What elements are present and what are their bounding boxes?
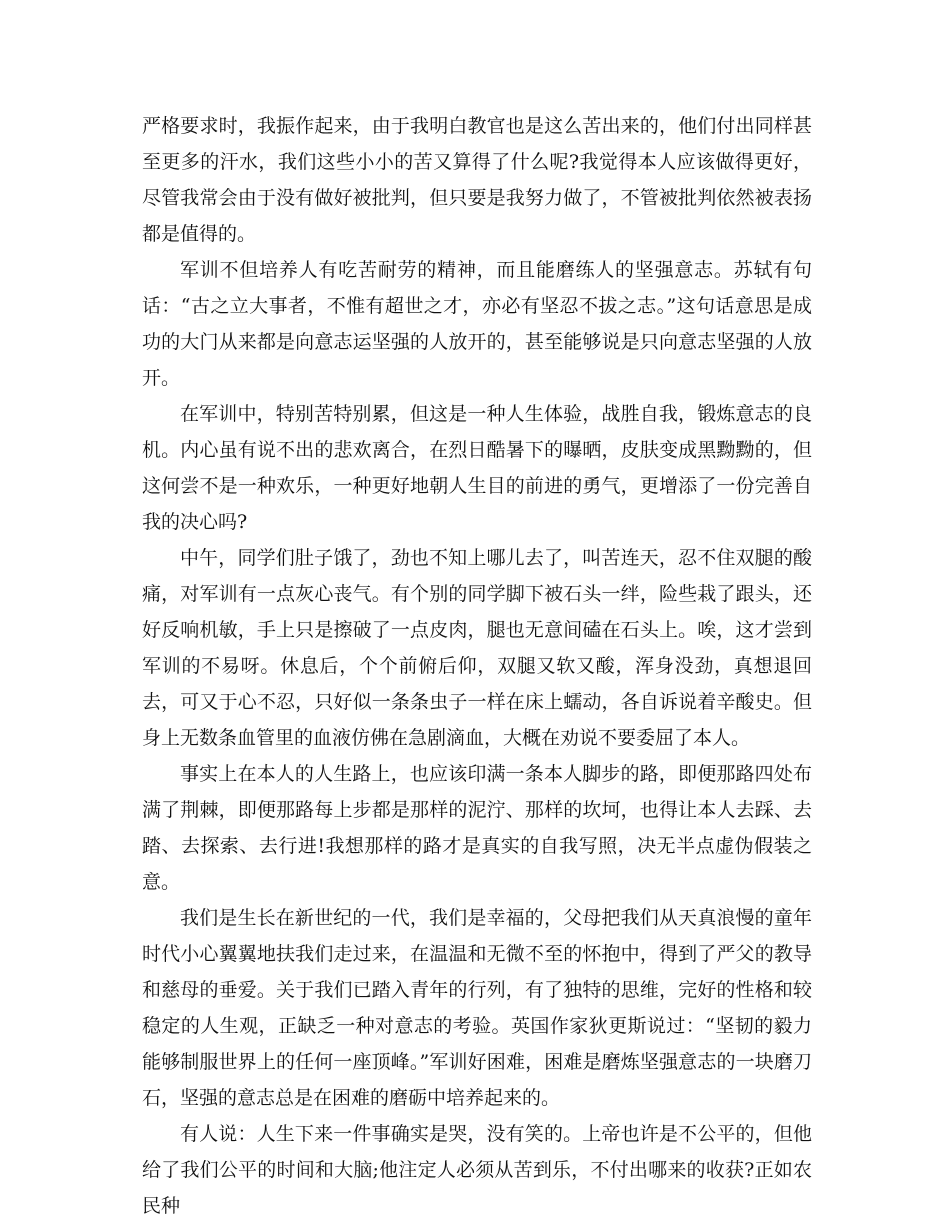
paragraph: 我们是生长在新世纪的一代，我们是幸福的，父母把我们从天真浪慢的童年时代小心翼翼地扶我们走过来，在温温和无微不至的怀抱中，得到了严父的教导和慈母的垂爱。关于我们已踏入青年的行列，有了独特的思维，完好的性格和较稳定的人生观，正缺乏一种对意志的考验。英国作家狄更斯说过：“坚韧的毅力能够制服世界上的任何一座顶峰。”军训好困难，困难是磨炼坚强意志的一块磨刀石，坚强的意志总是在困难的磨砺中培养起来的。 xyxy=(142,907,812,1109)
paragraph: 军训不但培养人有吃苦耐劳的精神，而且能磨练人的坚强意志。苏轼有句话：“古之立大事者，不惟有超世之才，亦必有坚忍不拔之志。”这句话意思是成功的大门从来都是向意志运坚强的人放开的，甚至能够说是只向意志坚强的人放开。 xyxy=(142,259,812,389)
paragraph: 中午，同学们肚子饿了，劲也不知上哪儿去了，叫苦连天，忍不住双腿的酸痛，对军训有一点灰心丧气。有个别的同学脚下被石头一绊，险些栽了跟头，还好反响机敏，手上只是擦破了一点皮肉，腿也无意间磕在石头上。唉，这才尝到军训的不易呀。休息后，个个前俯后仰，双腿又软又酸，浑身没劲，真想退回去，可又于心不忍，只好似一条条虫子一样在床上蠕动，各自诉说着辛酸史。但身上无数条血管里的血液仿佛在急剧滴血，大概在劝说不要委屈了本人。 xyxy=(142,547,812,749)
paragraph: 在军训中，特别苦特别累，但这是一种人生体验，战胜自我，锻炼意志的良机。内心虽有说不出的悲欢离合，在烈日酷暑下的曝晒，皮肤变成黑黝黝的，但这何尝不是一种欢乐，一种更好地朝人生目的前进的勇气，更增添了一份完善自我的决心吗? xyxy=(142,403,812,533)
paragraph: 严格要求时，我振作起来，由于我明白教官也是这么苦出来的，他们付出同样甚至更多的汗水，我们这些小小的苦又算得了什么呢?我觉得本人应该做得更好，尽管我常会由于没有做好被批判，但只要是我努力做了，不管被批判依然被表扬都是值得的。 xyxy=(142,115,812,245)
document-body xyxy=(142,108,812,1224)
paragraph: 事实上在本人的人生路上，也应该印满一条本人脚步的路，即便那路四处布满了荆棘，即便那路每上步都是那样的泥泞、那样的坎坷，也得让本人去踩、去踏、去探索、去行进!我想那样的路才是真实的自我写照，决无半点虚伪假装之意。 xyxy=(142,763,812,893)
paragraph: 有人说：人生下来一件事确实是哭，没有笑的。上帝也许是不公平的，但他给了我们公平的时间和大脑;他注定人必须从苦到乐，不付出哪来的收获?正如农民种 xyxy=(142,1123,812,1217)
